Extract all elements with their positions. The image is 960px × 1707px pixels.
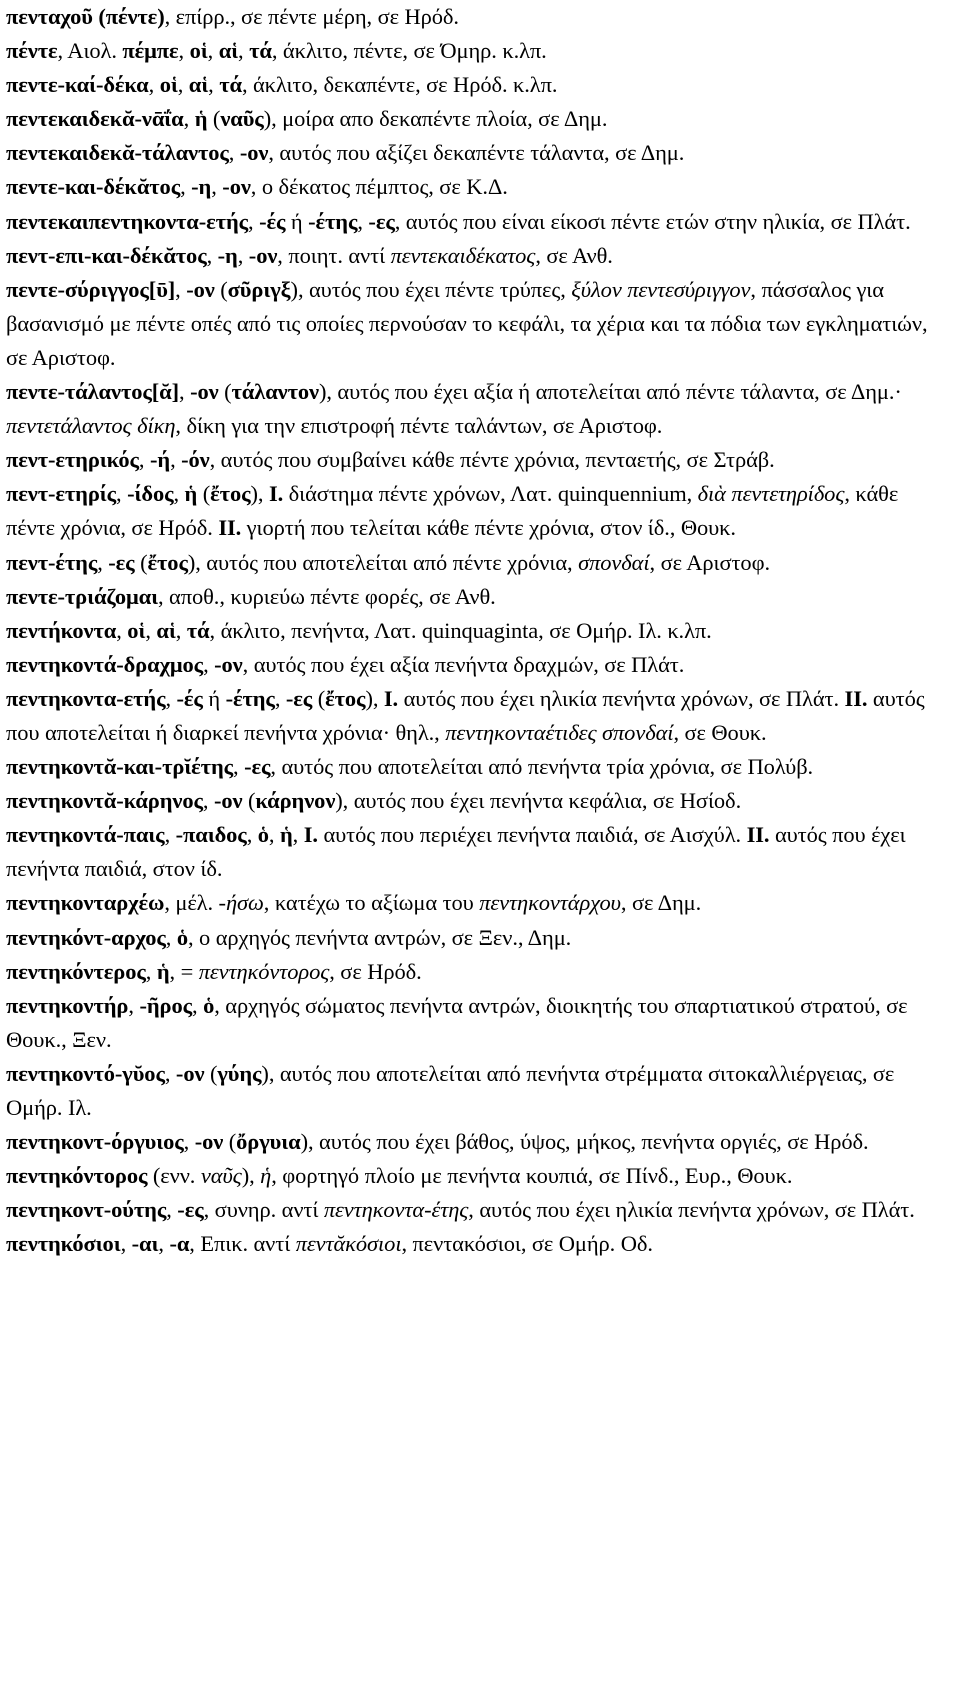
entry-text: , xyxy=(148,72,160,98)
headword: II. xyxy=(844,685,868,711)
entry-text: , κατέχω το αξίωμα του xyxy=(263,890,480,916)
entry-text: , xyxy=(116,617,128,643)
dictionary-entry xyxy=(6,273,930,375)
headword: πεντηκοντα-ετής xyxy=(6,685,166,711)
entry-text: , xyxy=(211,174,223,200)
dictionary-entry xyxy=(6,1159,930,1193)
dictionary-entry xyxy=(6,136,930,170)
headword: -αι xyxy=(131,1231,159,1257)
entry-text: , xyxy=(97,549,109,575)
entry-text: , σε Ηρόδ. xyxy=(329,958,422,984)
entry-text: , xyxy=(357,208,369,234)
italic-text: σπονδαί xyxy=(578,549,650,575)
dictionary-entry xyxy=(6,955,930,989)
entry-text: ), αυτός που έχει βάθος, ύψος, μήκος, πενήντα οργιές, σε Ηρόδ. xyxy=(300,1129,869,1155)
headword: -α xyxy=(169,1231,190,1257)
headword: πεντηκοντᾰ-κάρηνος xyxy=(6,788,203,814)
entry-text: , xyxy=(120,1231,132,1257)
dictionary-entry xyxy=(6,750,930,784)
dictionary-entry xyxy=(6,546,930,580)
entry-text: , κάθε πέντε χρόνια, σε Ηρόδ. xyxy=(6,481,899,541)
entry-text: , αρχηγός σώματος πενήντα αντρών, διοικητής του σπαρτιατικού στρατού, σε Θουκ., Ξεν. xyxy=(6,992,908,1052)
entry-text: , ο αρχηγός πενήντα αντρών, σε Ξεν., Δημ. xyxy=(187,924,572,950)
entry-text: διάστημα πέντε χρόνων, Λατ. quinquennium, xyxy=(283,481,698,507)
italic-text: πεντετάλαντος δίκη xyxy=(6,413,176,439)
headword: -παιδος xyxy=(175,822,247,848)
headword: ἡ xyxy=(156,958,170,984)
entry-text: , xyxy=(180,174,192,200)
dictionary-entry xyxy=(6,1125,930,1159)
dictionary-entry xyxy=(6,205,930,239)
headword: -ῆρος xyxy=(139,992,193,1018)
entry-text: , xyxy=(228,140,240,166)
entry-text: , Αιολ. xyxy=(57,38,123,64)
entry-text: , άκλιτο, πενήντα, Λατ. quinquaginta, σε Ομήρ. Ιλ. κ.λπ. xyxy=(209,617,712,643)
headword: πεντηκόντ-αρχος xyxy=(6,924,166,950)
headword: πεντεκαιπεντηκοντα-ετής xyxy=(6,208,249,234)
headword: πεντηκόντορος xyxy=(6,1163,148,1189)
entry-text: ), μοίρα απο δεκαπέντε πλοία, σε Δημ. xyxy=(263,106,608,132)
entry-text: , πεντακόσιοι, σε Ομήρ. Οδ. xyxy=(401,1231,653,1257)
entry-text: , επίρρ., σε πέντε μέρη, σε Ηρόδ. xyxy=(164,4,459,29)
italic-text: πεντηκονταέτιδες σπονδαί xyxy=(445,719,674,745)
italic-text: ξύλον πεντεσύριγγον xyxy=(571,276,751,302)
entry-text: ( xyxy=(312,685,326,711)
entry-text: ( xyxy=(214,276,228,302)
entry-text: , φορτηγό πλοίο με πενήντα κουπιά, σε Πίνδ., Ευρ., Θουκ. xyxy=(271,1163,793,1189)
headword: ἔτος xyxy=(210,481,251,507)
entry-text: , xyxy=(274,685,286,711)
headword: πεντεκαιδεκᾰ-νᾱΐα xyxy=(6,106,184,132)
headword: -όν xyxy=(181,447,210,473)
entry-text: ), αυτός που έχει αξία ή αποτελείται από πέντε τάλαντα, σε Δημ.· xyxy=(318,379,902,405)
entry-text: , xyxy=(128,992,140,1018)
headword: πενταχοῦ (πέντε) xyxy=(6,4,165,29)
entry-text: αυτός που περιέχει πενήντα παιδιά, σε Αισχύλ. xyxy=(317,822,747,848)
entry-text: αυτός που έχει πενήντα παιδιά, στον ίδ. xyxy=(6,822,906,882)
entry-text: , xyxy=(145,958,157,984)
headword: -ον xyxy=(214,651,243,677)
headword: ὁ xyxy=(176,924,188,950)
italic-text: πεντεκαιδέκατος xyxy=(390,242,536,268)
headword: γύης xyxy=(217,1060,262,1086)
headword: τά xyxy=(219,72,242,98)
headword: I. xyxy=(268,481,284,507)
entry-text: αυτός που έχει ηλικία πενήντα χρόνων, σε Πλάτ. xyxy=(398,685,845,711)
headword: πεντηκοντό-γῠος xyxy=(6,1060,165,1086)
headword: -ές xyxy=(259,208,286,234)
entry-text: , αυτός που είναι είκοσι πέντε ετών στην ηλικία, σε Πλάτ. xyxy=(394,208,911,234)
headword: πεντηκοντ-ούτης xyxy=(6,1197,167,1223)
dictionary-entry xyxy=(6,1227,930,1261)
headword: πεντηκοντήρ xyxy=(6,992,129,1018)
entry-text: ( xyxy=(223,1129,237,1155)
entry-text: , αυτός που έχει ηλικία πενήντα χρόνων, σε Πλάτ. xyxy=(468,1197,915,1223)
dictionary-entry xyxy=(6,34,930,68)
headword: πεντε-τάλαντος[ᾰ] xyxy=(6,379,180,405)
entry-text: , πάσσαλος για βασανισμό με πέντε οπές από τις οποίες περνούσαν το κεφάλι, τα χέρια και τα πόδια των εγκληματιών, σε Αριστοφ. xyxy=(6,276,928,370)
entry-text: γιορτή που τελείται κάθε πέντε χρόνια, στον ίδ., Θουκ. xyxy=(241,515,736,541)
entry-text: , xyxy=(165,924,177,950)
entry-text: ), αυτός που έχει πενήντα κεφάλια, σε Ησίοδ. xyxy=(335,788,742,814)
entry-text: , άκλιτο, πέντε, σε Όμηρ. κ.λπ. xyxy=(271,38,547,64)
headword: -ον xyxy=(175,1060,205,1086)
italic-text: πεντηκοντάρχου xyxy=(479,890,621,916)
headword: πεντεκαιδεκᾰ-τάλαντος xyxy=(6,140,229,166)
entry-text: αυτός που αποτελείται ή διαρκεί πενήντα χρόνια· θηλ., xyxy=(6,685,925,745)
italic-text: ναῦς xyxy=(200,1163,242,1189)
entry-text: , ποιητ. αντί xyxy=(277,242,391,268)
dictionary-entry xyxy=(6,580,930,614)
headword: πεντηκόσιοι xyxy=(6,1231,121,1257)
headword: κάρηνον xyxy=(255,788,336,814)
entry-text: ( xyxy=(134,549,148,575)
entry-text: , δίκη για την επιστροφή πέντε ταλάντων, σε Αριστοφ. xyxy=(175,413,663,439)
entry-text: , xyxy=(170,447,182,473)
headword: πεντ-έτης xyxy=(6,549,98,575)
entry-text: , xyxy=(145,617,157,643)
headword: πεντε-καί-δέκα xyxy=(6,72,149,98)
entry-text: , xyxy=(158,1231,170,1257)
italic-text: διὰ πεντετηρίδος xyxy=(697,481,845,507)
entry-text: , xyxy=(202,788,214,814)
entry-text: , Επικ. αντί xyxy=(189,1231,296,1257)
dictionary-entry xyxy=(6,921,930,955)
headword: πέμπε xyxy=(122,38,179,64)
headword: -ον xyxy=(222,174,251,200)
headword: -έτης xyxy=(225,685,275,711)
dictionary-entry xyxy=(6,886,930,920)
entry-text: (ενν. xyxy=(147,1163,201,1189)
italic-text: -ήσω xyxy=(218,890,264,916)
headword: -ον xyxy=(194,1129,224,1155)
headword: πέντε xyxy=(6,38,58,64)
dictionary-entry xyxy=(6,239,930,273)
headword: -η xyxy=(191,174,212,200)
entry-text: , xyxy=(208,72,220,98)
headword: II. xyxy=(218,515,242,541)
headword: πεντηκοντά-δραχμος xyxy=(6,651,204,677)
entry-text: ), αυτός που αποτελείται από πενήντα στρέμματα σιτοκαλλιέργειας, σε Ομήρ. Ιλ. xyxy=(6,1060,895,1120)
entry-text: , xyxy=(166,1197,178,1223)
headword: οἱ xyxy=(159,72,178,98)
entry-text: ( xyxy=(242,788,256,814)
headword: πεντε-και-δέκᾰτος xyxy=(6,174,181,200)
dictionary-entry xyxy=(6,648,930,682)
entry-text: , xyxy=(175,276,187,302)
italic-text: πεντηκοντα-έτης xyxy=(323,1197,469,1223)
headword: I. xyxy=(383,685,399,711)
dictionary-entry xyxy=(6,170,930,204)
headword: -ές xyxy=(176,685,203,711)
entry-text: , άκλιτο, δεκαπέντε, σε Ηρόδ. κ.λπ. xyxy=(241,72,558,98)
headword: ἔτος xyxy=(325,685,366,711)
headword: οἱ xyxy=(189,38,208,64)
entry-text: , σε Δημ. xyxy=(620,890,702,916)
entry-text: , = xyxy=(169,958,199,984)
headword: -ες xyxy=(244,754,271,780)
headword: ὄργυια xyxy=(236,1129,301,1155)
entry-text: ), αυτός που έχει πέντε τρύπες, xyxy=(290,276,572,302)
entry-text: , xyxy=(238,38,250,64)
headword: πεντ-ετηρίς xyxy=(6,481,117,507)
headword: πεντηκοντά-παις xyxy=(6,822,165,848)
dictionary-entry xyxy=(6,784,930,818)
headword: -ον xyxy=(248,242,278,268)
entry-text: , xyxy=(292,822,304,848)
dictionary-entry xyxy=(6,68,930,102)
entry-text: , αποθ., κυριεύω πέντε φορές, σε Ανθ. xyxy=(157,583,496,609)
entry-text: , xyxy=(164,1060,176,1086)
entry-text: , xyxy=(246,822,258,848)
headword: ὁ xyxy=(257,822,269,848)
headword: τά xyxy=(249,38,272,64)
entry-text: , αυτός που αξίζει δεκαπέντε τάλαντα, σε Δημ. xyxy=(268,140,685,166)
headword: πεντήκοντα xyxy=(6,617,117,643)
headword: πεντ-επι-και-δέκᾰτος xyxy=(6,242,207,268)
headword: πεντηκονταρχέω xyxy=(6,890,165,916)
entry-text: ή xyxy=(202,685,226,711)
headword: -ες xyxy=(368,208,395,234)
entry-text: , xyxy=(207,38,219,64)
headword: τά xyxy=(186,617,210,643)
entry-text: , αυτός που έχει αξία πενήντα δραχμών, σε Πλάτ. xyxy=(242,651,685,677)
entry-text: , σε Θουκ. xyxy=(673,719,767,745)
entry-text: ), xyxy=(365,685,384,711)
entry-text: , xyxy=(175,617,187,643)
entry-text: , xyxy=(116,481,128,507)
headword: I. xyxy=(303,822,318,848)
entry-text: , xyxy=(268,822,280,848)
dictionary-entry xyxy=(6,443,930,477)
entry-text: , συνηρ. αντί xyxy=(203,1197,324,1223)
entry-text: , αυτός που αποτελείται από πενήντα τρία χρόνια, σε Πολύβ. xyxy=(270,754,814,780)
entry-text: , xyxy=(206,242,218,268)
headword: αἱ xyxy=(156,617,176,643)
entry-text: , xyxy=(173,481,185,507)
headword: πεντε-σύριγγος[ῡ] xyxy=(6,276,176,302)
dictionary-entry xyxy=(6,375,930,443)
headword: ἡ xyxy=(194,106,208,132)
headword: πεντηκοντ-όργυιος xyxy=(6,1129,184,1155)
dictionary-entry xyxy=(6,818,930,886)
dictionary-entry xyxy=(6,1057,930,1125)
headword: -ες xyxy=(285,685,313,711)
headword: πεντε-τριάζομαι xyxy=(6,583,158,609)
headword: -ες xyxy=(177,1197,204,1223)
entry-text: , xyxy=(233,754,245,780)
headword: -ον xyxy=(186,276,215,302)
entry-text: , xyxy=(178,38,190,64)
entry-text: , xyxy=(248,208,260,234)
entry-text: , σε Ανθ. xyxy=(535,242,613,268)
entry-text: , xyxy=(183,1129,195,1155)
entry-text: , μέλ. xyxy=(164,890,219,916)
entry-text: , xyxy=(138,447,150,473)
dictionary-entry xyxy=(6,614,930,648)
headword: πεντηκόντερος xyxy=(6,958,146,984)
entry-text: , αυτός που συμβαίνει κάθε πέντε χρόνια, πενταετής, σε Στράβ. xyxy=(209,447,775,473)
headword: ναῦς xyxy=(220,106,264,132)
headword: -ον xyxy=(239,140,269,166)
headword: πεντηκοντᾰ-και-τρῐέτης xyxy=(6,754,234,780)
headword: αἱ xyxy=(218,38,239,64)
dictionary-entry xyxy=(6,682,930,750)
entry-text: , xyxy=(179,379,191,405)
entry-text: , xyxy=(183,106,195,132)
headword: -ον xyxy=(190,379,219,405)
headword: -ον xyxy=(213,788,243,814)
entry-text: ( xyxy=(204,1060,218,1086)
italic-text: πεντᾰκόσιοι xyxy=(295,1231,402,1257)
entry-text: ), αυτός που αποτελείται από πέντε χρόνια, xyxy=(187,549,579,575)
headword: -ή xyxy=(149,447,171,473)
entry-text: , ο δέκατος πέμπτος, σε Κ.Δ. xyxy=(250,174,508,200)
headword: αἱ xyxy=(188,72,209,98)
dictionary-entry xyxy=(6,1193,930,1227)
headword: II. xyxy=(746,822,770,848)
entry-text: ( xyxy=(197,481,211,507)
dictionary-entry xyxy=(6,989,930,1057)
dictionary-entry xyxy=(6,0,930,34)
headword: σῦριγξ xyxy=(227,276,291,302)
dictionary-entry xyxy=(6,477,930,545)
dictionary-entry xyxy=(6,102,930,136)
italic-text: ἡ xyxy=(260,1163,272,1189)
entry-text: ( xyxy=(207,106,221,132)
entry-text: , xyxy=(192,992,204,1018)
entry-text: , xyxy=(177,72,189,98)
entry-text: , σε Αριστοφ. xyxy=(649,549,770,575)
headword: -η xyxy=(217,242,238,268)
headword: ὁ xyxy=(203,992,215,1018)
headword: πεντ-ετηρικός xyxy=(6,447,139,473)
entry-text: , xyxy=(165,685,177,711)
entry-text: , xyxy=(203,651,215,677)
headword: ἡ xyxy=(279,822,293,848)
headword: ἡ xyxy=(184,481,198,507)
entry-text: ), xyxy=(241,1163,261,1189)
headword: ἔτος xyxy=(147,549,188,575)
entry-text: ), xyxy=(250,481,269,507)
entry-text: , xyxy=(237,242,249,268)
headword: οἱ xyxy=(127,617,146,643)
headword: τάλαντον xyxy=(231,379,319,405)
entry-text: ( xyxy=(218,379,232,405)
headword: -ίδος xyxy=(127,481,174,507)
italic-text: πεντηκόντορος xyxy=(198,958,330,984)
entry-text: , xyxy=(164,822,176,848)
entry-text: ή xyxy=(285,208,309,234)
headword: -ες xyxy=(108,549,135,575)
headword: -έτης xyxy=(308,208,358,234)
